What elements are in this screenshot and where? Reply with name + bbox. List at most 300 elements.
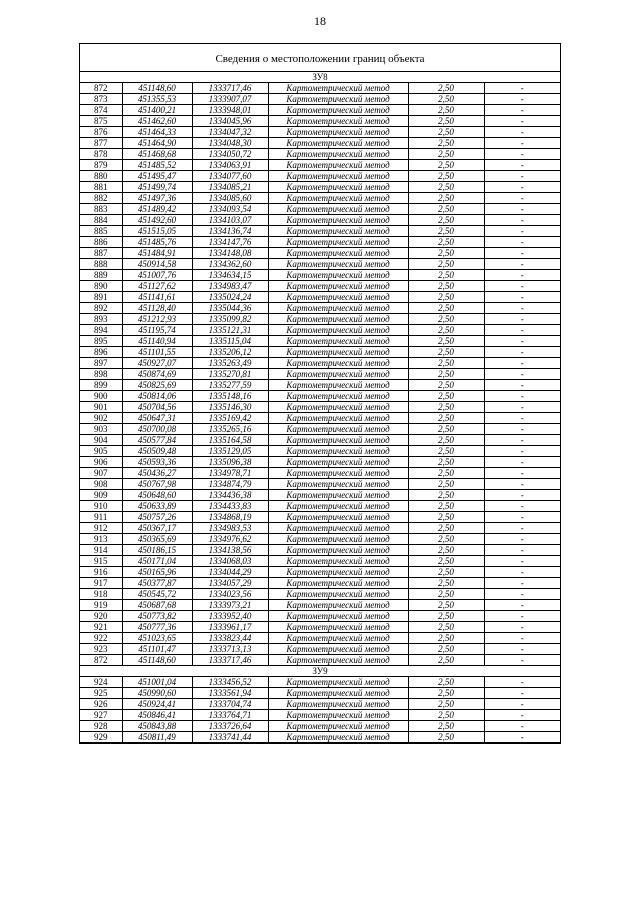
point-number-cell: 923 xyxy=(80,644,122,655)
method-cell: Картометрический метод xyxy=(268,303,408,314)
method-cell: Картометрический метод xyxy=(268,545,408,556)
section-header-row xyxy=(80,666,560,677)
description-cell: - xyxy=(484,193,560,204)
method-cell: Картометрический метод xyxy=(268,468,408,479)
section-name: ЗУ9 xyxy=(80,666,560,677)
method-cell: Картометрический метод xyxy=(268,391,408,402)
y-coordinate-cell: 1333561,94 xyxy=(192,688,268,699)
y-coordinate-cell: 1334868,19 xyxy=(192,512,268,523)
y-coordinate-cell: 1334433,83 xyxy=(192,501,268,512)
y-coordinate-cell: 1335121,31 xyxy=(192,325,268,336)
x-coordinate-cell: 451212,93 xyxy=(122,314,192,325)
table-row xyxy=(80,457,560,468)
y-coordinate-cell: 1335270,81 xyxy=(192,369,268,380)
method-cell: Картометрический метод xyxy=(268,523,408,534)
accuracy-cell: 2,50 xyxy=(408,204,484,215)
method-cell: Картометрический метод xyxy=(268,556,408,567)
method-cell: Картометрический метод xyxy=(268,347,408,358)
point-number-cell: 872 xyxy=(80,655,122,666)
x-coordinate-cell: 450365,69 xyxy=(122,534,192,545)
point-number-cell: 890 xyxy=(80,281,122,292)
y-coordinate-cell: 1334077,60 xyxy=(192,171,268,182)
description-cell: - xyxy=(484,721,560,732)
y-coordinate-cell: 1335099,82 xyxy=(192,314,268,325)
x-coordinate-cell: 450647,31 xyxy=(122,413,192,424)
point-number-cell: 891 xyxy=(80,292,122,303)
description-cell: - xyxy=(484,633,560,644)
accuracy-cell: 2,50 xyxy=(408,391,484,402)
y-coordinate-cell: 1334044,29 xyxy=(192,567,268,578)
method-cell: Картометрический метод xyxy=(268,171,408,182)
table-row xyxy=(80,556,560,567)
method-cell: Картометрический метод xyxy=(268,644,408,655)
method-cell: Картометрический метод xyxy=(268,237,408,248)
x-coordinate-cell: 450825,69 xyxy=(122,380,192,391)
point-number-cell: 922 xyxy=(80,633,122,644)
accuracy-cell: 2,50 xyxy=(408,655,484,666)
description-cell: - xyxy=(484,347,560,358)
method-cell: Картометрический метод xyxy=(268,248,408,259)
y-coordinate-cell: 1334147,76 xyxy=(192,237,268,248)
x-coordinate-cell: 450648,60 xyxy=(122,490,192,501)
point-number-cell: 901 xyxy=(80,402,122,413)
accuracy-cell: 2,50 xyxy=(408,710,484,721)
point-number-cell: 910 xyxy=(80,501,122,512)
table-row xyxy=(80,149,560,160)
accuracy-cell: 2,50 xyxy=(408,424,484,435)
method-cell: Картометрический метод xyxy=(268,655,408,666)
x-coordinate-cell: 450436,27 xyxy=(122,468,192,479)
description-cell: - xyxy=(484,171,560,182)
accuracy-cell: 2,50 xyxy=(408,457,484,468)
point-number-cell: 902 xyxy=(80,413,122,424)
table-row xyxy=(80,446,560,457)
description-cell: - xyxy=(484,380,560,391)
table-row xyxy=(80,622,560,633)
accuracy-cell: 2,50 xyxy=(408,721,484,732)
accuracy-cell: 2,50 xyxy=(408,369,484,380)
y-coordinate-cell: 1334138,56 xyxy=(192,545,268,556)
description-cell: - xyxy=(484,314,560,325)
description-cell: - xyxy=(484,138,560,149)
method-cell: Картометрический метод xyxy=(268,281,408,292)
point-number-cell: 889 xyxy=(80,270,122,281)
table-row xyxy=(80,655,560,666)
description-cell: - xyxy=(484,303,560,314)
method-cell: Картометрический метод xyxy=(268,413,408,424)
method-cell: Картометрический метод xyxy=(268,314,408,325)
y-coordinate-cell: 1334047,32 xyxy=(192,127,268,138)
table-row xyxy=(80,699,560,710)
accuracy-cell: 2,50 xyxy=(408,677,484,688)
x-coordinate-cell: 450773,82 xyxy=(122,611,192,622)
table-row xyxy=(80,721,560,732)
x-coordinate-cell: 451464,90 xyxy=(122,138,192,149)
y-coordinate-cell: 1333456,52 xyxy=(192,677,268,688)
y-coordinate-cell: 1334103,07 xyxy=(192,215,268,226)
method-cell: Картометрический метод xyxy=(268,490,408,501)
y-coordinate-cell: 1335129,05 xyxy=(192,446,268,457)
point-number-cell: 919 xyxy=(80,600,122,611)
point-number-cell: 896 xyxy=(80,347,122,358)
y-coordinate-cell: 1334063,91 xyxy=(192,160,268,171)
x-coordinate-cell: 450914,58 xyxy=(122,259,192,270)
x-coordinate-cell: 450509,48 xyxy=(122,446,192,457)
accuracy-cell: 2,50 xyxy=(408,292,484,303)
description-cell: - xyxy=(484,369,560,380)
method-cell: Картометрический метод xyxy=(268,116,408,127)
y-coordinate-cell: 1334093,54 xyxy=(192,204,268,215)
table-row xyxy=(80,435,560,446)
method-cell: Картометрический метод xyxy=(268,138,408,149)
x-coordinate-cell: 451497,36 xyxy=(122,193,192,204)
point-number-cell: 885 xyxy=(80,226,122,237)
method-cell: Картометрический метод xyxy=(268,710,408,721)
point-number-cell: 921 xyxy=(80,622,122,633)
table-row xyxy=(80,490,560,501)
accuracy-cell: 2,50 xyxy=(408,358,484,369)
page-number: 18 xyxy=(314,14,326,28)
y-coordinate-cell: 1334057,29 xyxy=(192,578,268,589)
table-row xyxy=(80,171,560,182)
accuracy-cell: 2,50 xyxy=(408,732,484,743)
table-row xyxy=(80,314,560,325)
accuracy-cell: 2,50 xyxy=(408,270,484,281)
x-coordinate-cell: 451515,05 xyxy=(122,226,192,237)
method-cell: Картометрический метод xyxy=(268,600,408,611)
y-coordinate-cell: 1333704,74 xyxy=(192,699,268,710)
description-cell: - xyxy=(484,215,560,226)
point-number-cell: 882 xyxy=(80,193,122,204)
point-number-cell: 899 xyxy=(80,380,122,391)
point-number-cell: 916 xyxy=(80,567,122,578)
point-number-cell: 886 xyxy=(80,237,122,248)
x-coordinate-cell: 450927,07 xyxy=(122,358,192,369)
x-coordinate-cell: 451468,68 xyxy=(122,149,192,160)
description-cell: - xyxy=(484,105,560,116)
method-cell: Картометрический метод xyxy=(268,270,408,281)
point-number-cell: 929 xyxy=(80,732,122,743)
method-cell: Картометрический метод xyxy=(268,94,408,105)
description-cell: - xyxy=(484,732,560,743)
y-coordinate-cell: 1334976,62 xyxy=(192,534,268,545)
description-cell: - xyxy=(484,512,560,523)
table-row xyxy=(80,468,560,479)
accuracy-cell: 2,50 xyxy=(408,171,484,182)
point-number-cell: 895 xyxy=(80,336,122,347)
description-cell: - xyxy=(484,490,560,501)
point-number-cell: 877 xyxy=(80,138,122,149)
x-coordinate-cell: 450171,04 xyxy=(122,556,192,567)
method-cell: Картометрический метод xyxy=(268,567,408,578)
table-row xyxy=(80,578,560,589)
point-number-cell: 873 xyxy=(80,94,122,105)
description-cell: - xyxy=(484,182,560,193)
description-cell: - xyxy=(484,479,560,490)
point-number-cell: 879 xyxy=(80,160,122,171)
point-number-cell: 924 xyxy=(80,677,122,688)
point-number-cell: 881 xyxy=(80,182,122,193)
table-row xyxy=(80,589,560,600)
x-coordinate-cell: 451464,33 xyxy=(122,127,192,138)
point-number-cell: 876 xyxy=(80,127,122,138)
table-row xyxy=(80,501,560,512)
method-cell: Картометрический метод xyxy=(268,424,408,435)
description-cell: - xyxy=(484,325,560,336)
x-coordinate-cell: 451101,47 xyxy=(122,644,192,655)
x-coordinate-cell: 450165,96 xyxy=(122,567,192,578)
x-coordinate-cell: 451148,60 xyxy=(122,83,192,94)
x-coordinate-cell: 450757,26 xyxy=(122,512,192,523)
x-coordinate-cell: 451127,62 xyxy=(122,281,192,292)
table-row xyxy=(80,336,560,347)
x-coordinate-cell: 451141,61 xyxy=(122,292,192,303)
accuracy-cell: 2,50 xyxy=(408,182,484,193)
method-cell: Картометрический метод xyxy=(268,149,408,160)
accuracy-cell: 2,50 xyxy=(408,380,484,391)
y-coordinate-cell: 1334436,38 xyxy=(192,490,268,501)
y-coordinate-cell: 1335164,58 xyxy=(192,435,268,446)
accuracy-cell: 2,50 xyxy=(408,699,484,710)
accuracy-cell: 2,50 xyxy=(408,347,484,358)
y-coordinate-cell: 1334983,53 xyxy=(192,523,268,534)
table-row xyxy=(80,127,560,138)
section-name: ЗУ8 xyxy=(80,72,560,83)
y-coordinate-cell: 1335277,59 xyxy=(192,380,268,391)
table-row xyxy=(80,402,560,413)
y-coordinate-cell: 1333726,64 xyxy=(192,721,268,732)
description-cell: - xyxy=(484,336,560,347)
point-number-cell: 888 xyxy=(80,259,122,270)
point-number-cell: 875 xyxy=(80,116,122,127)
table-row xyxy=(80,259,560,270)
table-row xyxy=(80,193,560,204)
x-coordinate-cell: 451101,55 xyxy=(122,347,192,358)
x-coordinate-cell: 450593,36 xyxy=(122,457,192,468)
y-coordinate-cell: 1334136,74 xyxy=(192,226,268,237)
table-row xyxy=(80,391,560,402)
accuracy-cell: 2,50 xyxy=(408,248,484,259)
accuracy-cell: 2,50 xyxy=(408,193,484,204)
description-cell: - xyxy=(484,545,560,556)
description-cell: - xyxy=(484,292,560,303)
y-coordinate-cell: 1333948,01 xyxy=(192,105,268,116)
method-cell: Картометрический метод xyxy=(268,633,408,644)
description-cell: - xyxy=(484,127,560,138)
table-row xyxy=(80,523,560,534)
point-number-cell: 894 xyxy=(80,325,122,336)
method-cell: Картометрический метод xyxy=(268,512,408,523)
accuracy-cell: 2,50 xyxy=(408,160,484,171)
table-row xyxy=(80,534,560,545)
table-row xyxy=(80,83,560,94)
x-coordinate-cell: 450924,41 xyxy=(122,699,192,710)
y-coordinate-cell: 1334634,15 xyxy=(192,270,268,281)
point-number-cell: 892 xyxy=(80,303,122,314)
table-row xyxy=(80,413,560,424)
method-cell: Картометрический метод xyxy=(268,732,408,743)
table-row xyxy=(80,600,560,611)
table-row xyxy=(80,215,560,226)
y-coordinate-cell: 1334085,21 xyxy=(192,182,268,193)
point-number-cell: 915 xyxy=(80,556,122,567)
method-cell: Картометрический метод xyxy=(268,182,408,193)
table-row xyxy=(80,281,560,292)
accuracy-cell: 2,50 xyxy=(408,600,484,611)
method-cell: Картометрический метод xyxy=(268,127,408,138)
description-cell: - xyxy=(484,116,560,127)
x-coordinate-cell: 451148,60 xyxy=(122,655,192,666)
x-coordinate-cell: 450687,68 xyxy=(122,600,192,611)
x-coordinate-cell: 450186,15 xyxy=(122,545,192,556)
accuracy-cell: 2,50 xyxy=(408,314,484,325)
description-cell: - xyxy=(484,94,560,105)
accuracy-cell: 2,50 xyxy=(408,281,484,292)
x-coordinate-cell: 451400,21 xyxy=(122,105,192,116)
table-row xyxy=(80,677,560,688)
x-coordinate-cell: 451462,60 xyxy=(122,116,192,127)
accuracy-cell: 2,50 xyxy=(408,237,484,248)
method-cell: Картометрический метод xyxy=(268,325,408,336)
point-number-cell: 920 xyxy=(80,611,122,622)
table-row xyxy=(80,248,560,259)
point-number-cell: 917 xyxy=(80,578,122,589)
accuracy-cell: 2,50 xyxy=(408,545,484,556)
accuracy-cell: 2,50 xyxy=(408,402,484,413)
description-cell: - xyxy=(484,435,560,446)
table-row xyxy=(80,303,560,314)
method-cell: Картометрический метод xyxy=(268,402,408,413)
description-cell: - xyxy=(484,446,560,457)
description-cell: - xyxy=(484,160,560,171)
y-coordinate-cell: 1335146,30 xyxy=(192,402,268,413)
table-row xyxy=(80,270,560,281)
accuracy-cell: 2,50 xyxy=(408,622,484,633)
point-number-cell: 905 xyxy=(80,446,122,457)
table-row xyxy=(80,633,560,644)
x-coordinate-cell: 450367,17 xyxy=(122,523,192,534)
point-number-cell: 900 xyxy=(80,391,122,402)
point-number-cell: 878 xyxy=(80,149,122,160)
method-cell: Картометрический метод xyxy=(268,534,408,545)
accuracy-cell: 2,50 xyxy=(408,688,484,699)
x-coordinate-cell: 451485,52 xyxy=(122,160,192,171)
coordinates-table-body xyxy=(80,72,560,743)
y-coordinate-cell: 1334978,71 xyxy=(192,468,268,479)
y-coordinate-cell: 1333907,07 xyxy=(192,94,268,105)
y-coordinate-cell: 1334874,79 xyxy=(192,479,268,490)
x-coordinate-cell: 450874,69 xyxy=(122,369,192,380)
description-cell: - xyxy=(484,83,560,94)
y-coordinate-cell: 1334068,03 xyxy=(192,556,268,567)
x-coordinate-cell: 450777,36 xyxy=(122,622,192,633)
table-row xyxy=(80,358,560,369)
description-cell: - xyxy=(484,622,560,633)
table-row xyxy=(80,710,560,721)
accuracy-cell: 2,50 xyxy=(408,534,484,545)
method-cell: Картометрический метод xyxy=(268,589,408,600)
table-row xyxy=(80,611,560,622)
method-cell: Картометрический метод xyxy=(268,259,408,270)
point-number-cell: 909 xyxy=(80,490,122,501)
point-number-cell: 904 xyxy=(80,435,122,446)
description-cell: - xyxy=(484,699,560,710)
accuracy-cell: 2,50 xyxy=(408,226,484,237)
x-coordinate-cell: 450700,08 xyxy=(122,424,192,435)
table-row xyxy=(80,567,560,578)
y-coordinate-cell: 1334148,08 xyxy=(192,248,268,259)
description-cell: - xyxy=(484,457,560,468)
accuracy-cell: 2,50 xyxy=(408,578,484,589)
description-cell: - xyxy=(484,149,560,160)
table-row xyxy=(80,644,560,655)
table-row xyxy=(80,204,560,215)
coordinates-table xyxy=(80,72,560,743)
description-cell: - xyxy=(484,402,560,413)
description-cell: - xyxy=(484,468,560,479)
description-cell: - xyxy=(484,501,560,512)
point-number-cell: 918 xyxy=(80,589,122,600)
description-cell: - xyxy=(484,259,560,270)
accuracy-cell: 2,50 xyxy=(408,644,484,655)
point-number-cell: 887 xyxy=(80,248,122,259)
description-cell: - xyxy=(484,413,560,424)
method-cell: Картометрический метод xyxy=(268,699,408,710)
point-number-cell: 908 xyxy=(80,479,122,490)
table-row xyxy=(80,226,560,237)
point-number-cell: 903 xyxy=(80,424,122,435)
x-coordinate-cell: 450545,72 xyxy=(122,589,192,600)
description-cell: - xyxy=(484,578,560,589)
point-number-cell: 927 xyxy=(80,710,122,721)
y-coordinate-cell: 1335263,49 xyxy=(192,358,268,369)
accuracy-cell: 2,50 xyxy=(408,523,484,534)
accuracy-cell: 2,50 xyxy=(408,127,484,138)
description-cell: - xyxy=(484,358,560,369)
x-coordinate-cell: 451489,42 xyxy=(122,204,192,215)
point-number-cell: 893 xyxy=(80,314,122,325)
table-row xyxy=(80,237,560,248)
accuracy-cell: 2,50 xyxy=(408,94,484,105)
point-number-cell: 926 xyxy=(80,699,122,710)
x-coordinate-cell: 450767,98 xyxy=(122,479,192,490)
description-cell: - xyxy=(484,523,560,534)
accuracy-cell: 2,50 xyxy=(408,512,484,523)
y-coordinate-cell: 1333741,44 xyxy=(192,732,268,743)
y-coordinate-cell: 1333952,40 xyxy=(192,611,268,622)
accuracy-cell: 2,50 xyxy=(408,589,484,600)
table-row xyxy=(80,479,560,490)
point-number-cell: 928 xyxy=(80,721,122,732)
x-coordinate-cell: 451140,94 xyxy=(122,336,192,347)
accuracy-cell: 2,50 xyxy=(408,633,484,644)
description-cell: - xyxy=(484,677,560,688)
x-coordinate-cell: 451195,74 xyxy=(122,325,192,336)
point-number-cell: 883 xyxy=(80,204,122,215)
method-cell: Картометрический метод xyxy=(268,446,408,457)
x-coordinate-cell: 450633,89 xyxy=(122,501,192,512)
description-cell: - xyxy=(484,611,560,622)
description-cell: - xyxy=(484,710,560,721)
method-cell: Картометрический метод xyxy=(268,292,408,303)
description-cell: - xyxy=(484,270,560,281)
accuracy-cell: 2,50 xyxy=(408,413,484,424)
y-coordinate-cell: 1333823,44 xyxy=(192,633,268,644)
accuracy-cell: 2,50 xyxy=(408,468,484,479)
accuracy-cell: 2,50 xyxy=(408,435,484,446)
description-cell: - xyxy=(484,655,560,666)
y-coordinate-cell: 1334362,60 xyxy=(192,259,268,270)
